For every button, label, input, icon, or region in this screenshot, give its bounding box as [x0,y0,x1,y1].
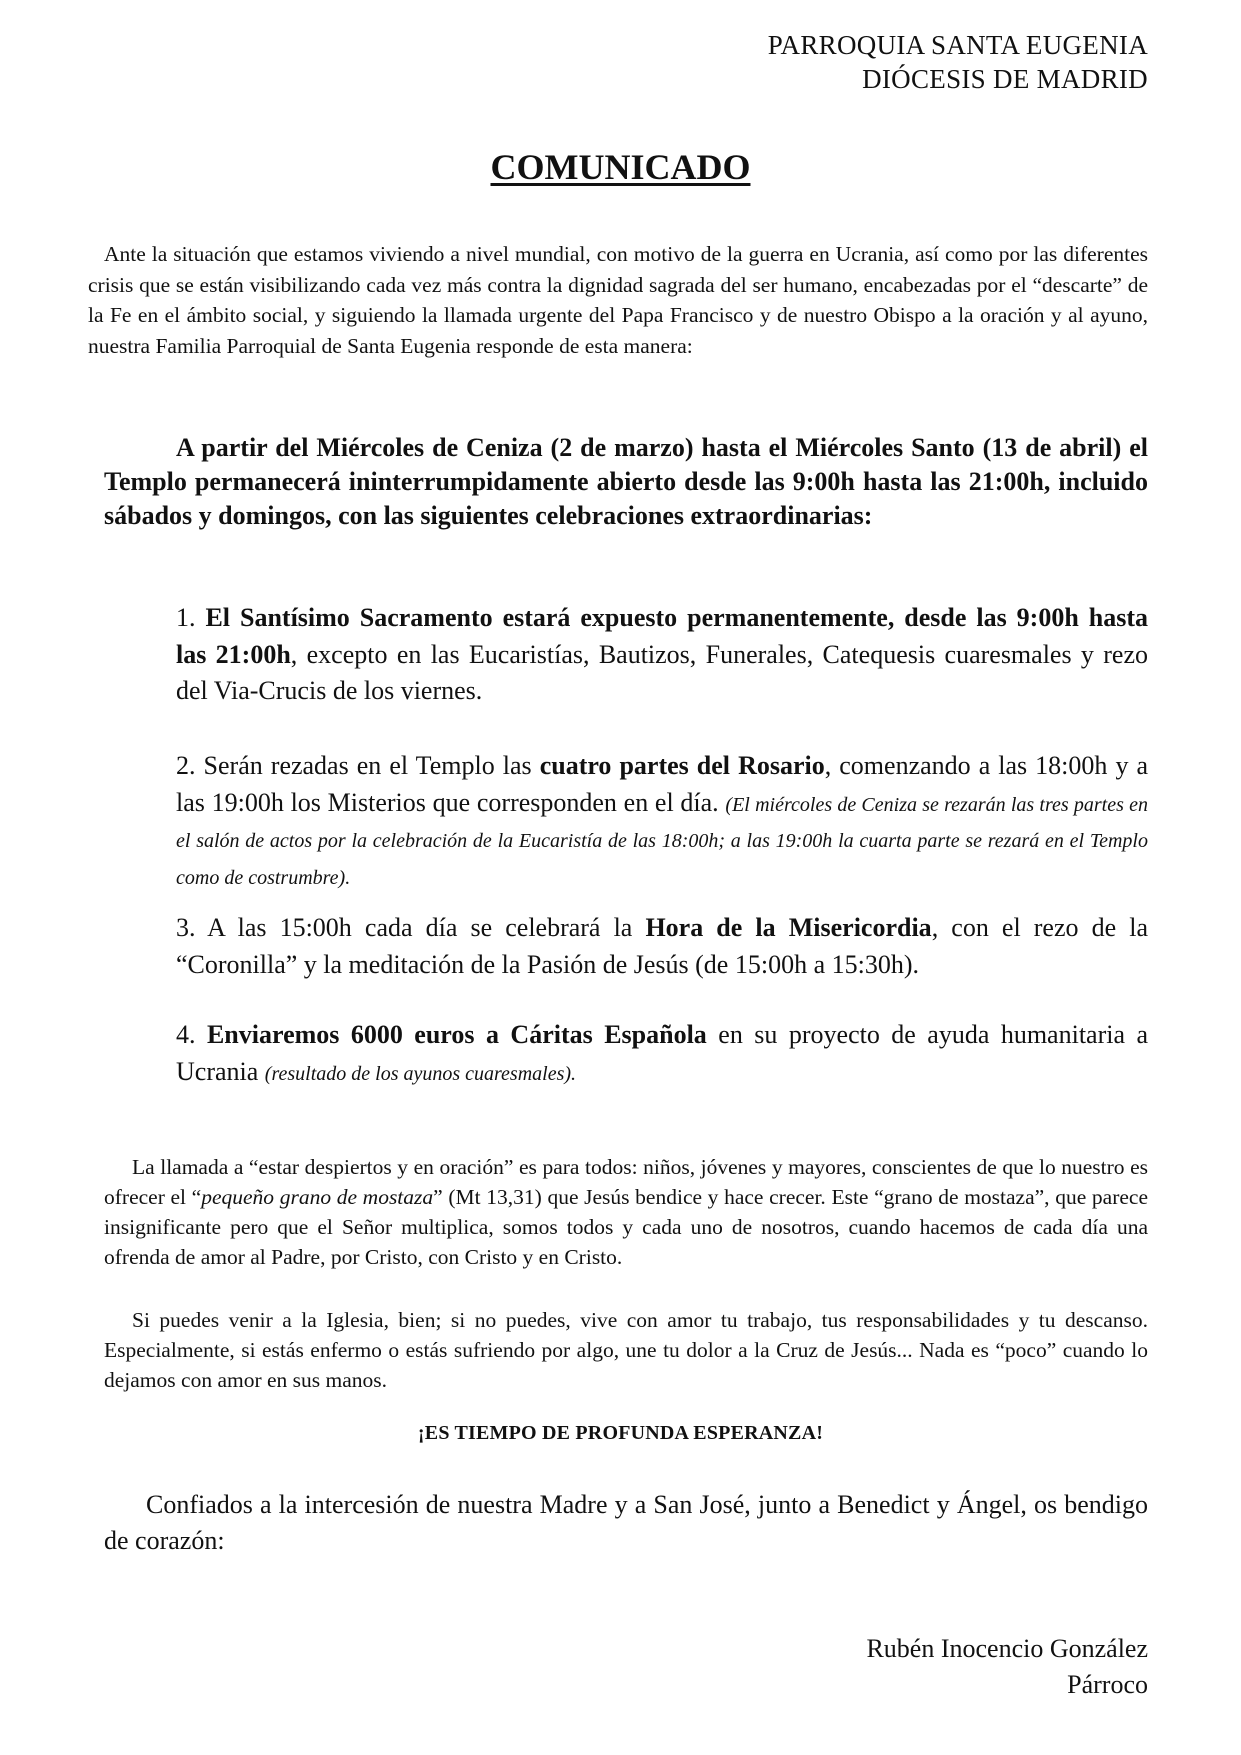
item-text-after: , con el rezo de la “Coronilla” y la meditación de la Pasión de Jesús (de 15:00h a 15:30h). [176,913,1149,979]
blessing-paragraph: Confiados a la intercesión de nuestra Madre y a San José, junto a Benedict y Ángel, os bendigo de corazón: [104,1490,1148,1555]
item-bold-text: Hora de la Misericordia [645,913,932,942]
item-text-before: A las 15:00h cada día se celebrará la [207,913,633,942]
closing-italic-quote: pequeño grano de mostaza [201,1185,434,1209]
item-text-before: Serán rezadas en el Templo las [203,751,532,780]
signature-name: Rubén Inocencio González [866,1634,1148,1663]
document-title: COMUNICADO [490,147,751,187]
list-item-3 [176,910,1148,983]
parish-header [768,28,1148,96]
item-number: 2. [176,751,196,780]
signature-block [866,1631,1148,1703]
slogan: ¡ES TIEMPO DE PROFUNDA ESPERANZA! [417,1422,824,1444]
item-number: 1. [176,603,196,632]
closing-paragraph-1 [104,1152,1148,1272]
item-number: 4. [176,1020,196,1049]
item-note: (El miércoles de Ceniza se rezarán las tres partes en el salón de actos por la celebración de la Eucaristía de las 18:00h; a las 19:00h la cuarta parte se rezará en el Templo como de costrumbre). [176,793,1148,889]
parish-name: PARROQUIA SANTA EUGENIA [767,30,1148,60]
item-text-after: , comenzando a las 18:00h y a las 19:00h los Misterios que corresponden en el día. [176,751,1149,817]
item-number: 3. [176,913,196,942]
intro-paragraph: Ante la situación que estamos viviendo a nivel mundial, con motivo de la guerra en Ucrania, así como por las diferentes crisis que se están visibilizando cada vez más contra la dignidad sagrada del ser humano, encabezadas por el “descarte” de la Fe en el ámbito social, y siguiendo la llamada urgente del Papa Francisco y de nuestro Obispo a la oración y al ayuno, nuestra Familia Parroquial de Santa Eugenia responde de esta manera: [88,242,1148,358]
item-note: (resultado de los ayunos cuaresmales). [264,1062,577,1085]
closing-paragraph-2: Si puedes venir a la Iglesia, bien; si no puedes, vive con amor tu trabajo, tus responsabilidades y tu descanso. Especialmente, si estás enfermo o estás sufriendo por algo, une tu dolor a la Cruz de Jesús... Nada es “poco” cuando lo dejamos con amor en sus manos. [104,1308,1148,1392]
item-bold-text: El Santísimo Sacramento estará expuesto permanentemente, desde las 9:00h hasta las 21:00h [176,603,1149,669]
list-item-1 [176,600,1148,710]
diocese-name: DIÓCESIS DE MADRID [862,64,1148,94]
item-text: en su proyecto de ayuda humanitaria a Ucrania [176,1020,1149,1086]
item-text: , excepto en las Eucaristías, Bautizos, Funerales, Catequesis cuaresmales y rezo del Via-Crucis de los viernes. [176,639,1148,705]
closing-text-after: ” (Mt 13,31) que Jesús bendice y hace crecer. Este “grano de mostaza”, que parece insignificante pero que el Señor multiplica, somos todos y cada uno de nosotros, cuando hacemos de cada día una ofrenda de amor al Padre, por Cristo, con Cristo y en Cristo. [104,1185,1148,1269]
list-item-2 [176,748,1148,894]
signature-role: Párroco [1067,1670,1148,1699]
item-bold-text: Enviaremos 6000 euros a Cáritas Española [206,1020,707,1049]
item-bold-text: cuatro partes del Rosario [539,751,825,780]
lead-paragraph: A partir del Miércoles de Ceniza (2 de marzo) hasta el Miércoles Santo (13 de abril) el Templo permanecerá ininterrumpidamente abierto desde las 9:00h hasta las 21:00h, incluido sábados y domingos, con las siguientes celebraciones extraordinarias: [104,433,1148,530]
closing-text-before: La llamada a “estar despiertos y en oración” es para todos: niños, jóvenes y mayores, conscientes de que lo nuestro es ofrecer el “ [104,1155,1148,1209]
list-item-4 [176,1017,1148,1092]
